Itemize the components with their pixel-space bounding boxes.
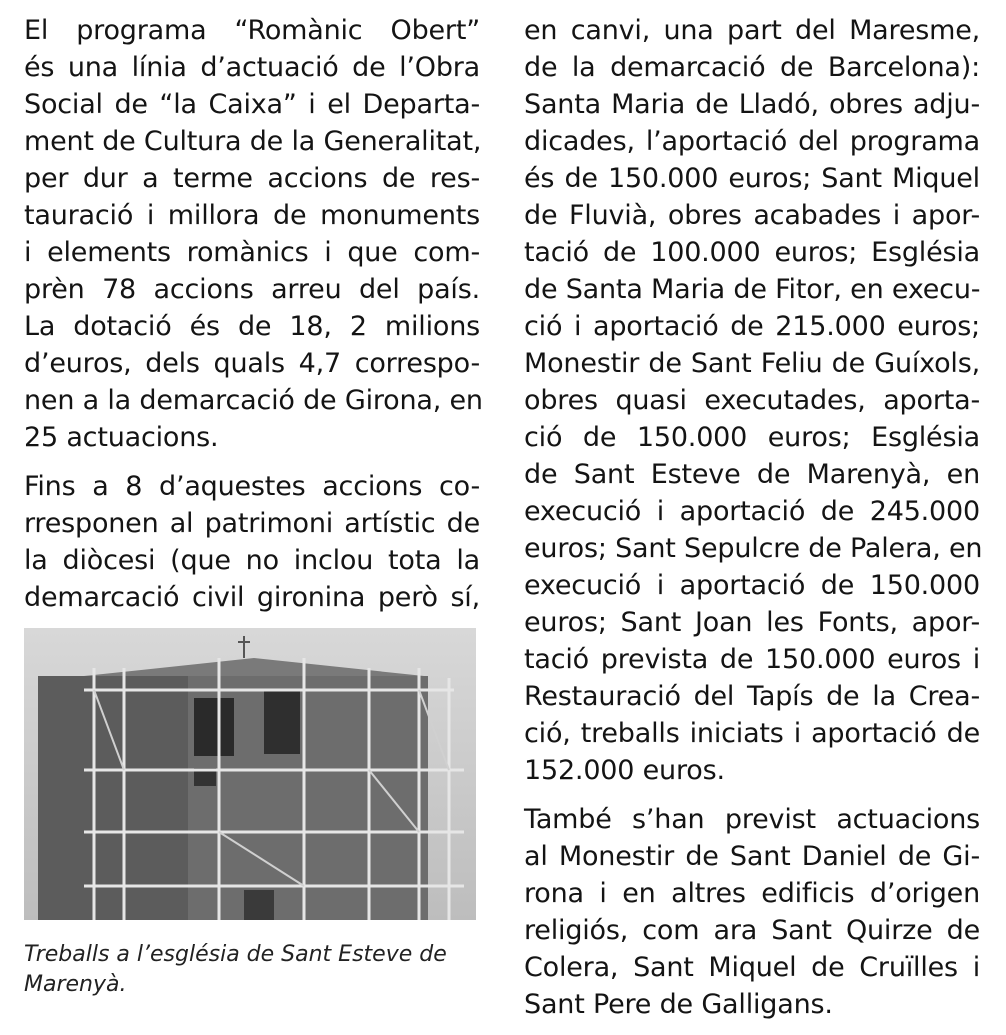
text-line: és una línia d’actuació de l’Obra bbox=[24, 52, 480, 83]
text-line: de Fluvià, obres acabades i apor- bbox=[524, 200, 980, 231]
text-line: rresponen al patrimoni artístic de bbox=[24, 508, 480, 539]
paragraph bbox=[24, 12, 483, 456]
text-line: execució i aportació de 245.000 bbox=[524, 496, 980, 527]
text-line: ció de 150.000 euros; Església bbox=[524, 422, 980, 453]
text-line: ció, treballs iniciats i aportació de bbox=[524, 718, 980, 749]
text-line: La dotació és de 18, 2 milions bbox=[24, 311, 480, 342]
paragraph bbox=[524, 12, 983, 789]
text-line: per dur a terme accions de res- bbox=[24, 163, 480, 194]
text-line: tauració i millora de monuments bbox=[24, 200, 480, 231]
photo-illustration bbox=[24, 628, 476, 920]
paragraph bbox=[24, 468, 480, 616]
text-line: euros; Sant Joan les Fonts, apor- bbox=[524, 607, 980, 638]
text-line: és de 150.000 euros; Sant Miquel bbox=[524, 163, 980, 194]
text-line: 152.000 euros. bbox=[524, 755, 725, 786]
text-line: Restauració del Tapís de la Crea- bbox=[524, 681, 980, 712]
photo-caption bbox=[24, 940, 486, 1000]
text-line: Fins a 8 d’aquestes accions co- bbox=[24, 471, 480, 502]
text-line: de Sant Esteve de Marenyà, en bbox=[524, 459, 980, 490]
text-line: ment de Cultura de la Generalitat, bbox=[24, 126, 482, 157]
text-line: Colera, Sant Miquel de Cruïlles i bbox=[524, 952, 980, 983]
paragraph bbox=[524, 801, 980, 1023]
text-line: dicades, l’aportació del programa bbox=[524, 126, 980, 157]
text-line: rona i en altres edificis d’origen bbox=[524, 878, 980, 909]
text-line: Social de “la Caixa” i el Departa- bbox=[24, 89, 480, 120]
text-line: obres quasi executades, aporta- bbox=[524, 385, 980, 416]
text-line: tació prevista de 150.000 euros i bbox=[524, 644, 980, 675]
text-line: euros; Sant Sepulcre de Palera, en bbox=[524, 533, 983, 564]
church-scaffolding-photo bbox=[24, 628, 476, 920]
text-line: en canvi, una part del Maresme, bbox=[524, 15, 980, 46]
text-line: nen a la demarcació de Girona, en bbox=[24, 385, 483, 416]
text-line: També s’han previst actuacions bbox=[524, 804, 980, 835]
right-column bbox=[524, 12, 983, 1035]
text-line: al Monestir de Sant Daniel de Gi- bbox=[524, 841, 980, 872]
text-line: la diòcesi (que no inclou tota la bbox=[24, 545, 480, 576]
text-line: Monestir de Sant Feliu de Guíxols, bbox=[524, 348, 980, 379]
text-line: prèn 78 accions arreu del país. bbox=[24, 274, 480, 305]
caption-line: Treballs a l’església de Sant Esteve de bbox=[24, 942, 447, 967]
text-line: demarcació civil gironina però sí, bbox=[24, 582, 480, 613]
text-line: El programa “Romànic Obert” bbox=[24, 15, 480, 46]
text-line: d’euros, dels quals 4,7 correspo- bbox=[24, 348, 480, 379]
left-column bbox=[24, 12, 483, 628]
caption-line: Marenyà. bbox=[24, 972, 127, 997]
text-line: tació de 100.000 euros; Església bbox=[524, 237, 980, 268]
text-line: execució i aportació de 150.000 bbox=[524, 570, 980, 601]
text-line: i elements romànics i que com- bbox=[24, 237, 480, 268]
text-line: 25 actuacions. bbox=[24, 422, 219, 453]
text-line: de Santa Maria de Fitor, en execu- bbox=[524, 274, 981, 305]
text-line: Santa Maria de Lladó, obres adju- bbox=[524, 89, 980, 120]
text-line: religiós, com ara Sant Quirze de bbox=[524, 915, 980, 946]
text-line: de la demarcació de Barcelona): bbox=[524, 52, 980, 83]
text-line: ció i aportació de 215.000 euros; bbox=[524, 311, 980, 342]
text-line: Sant Pere de Galligans. bbox=[524, 989, 833, 1020]
